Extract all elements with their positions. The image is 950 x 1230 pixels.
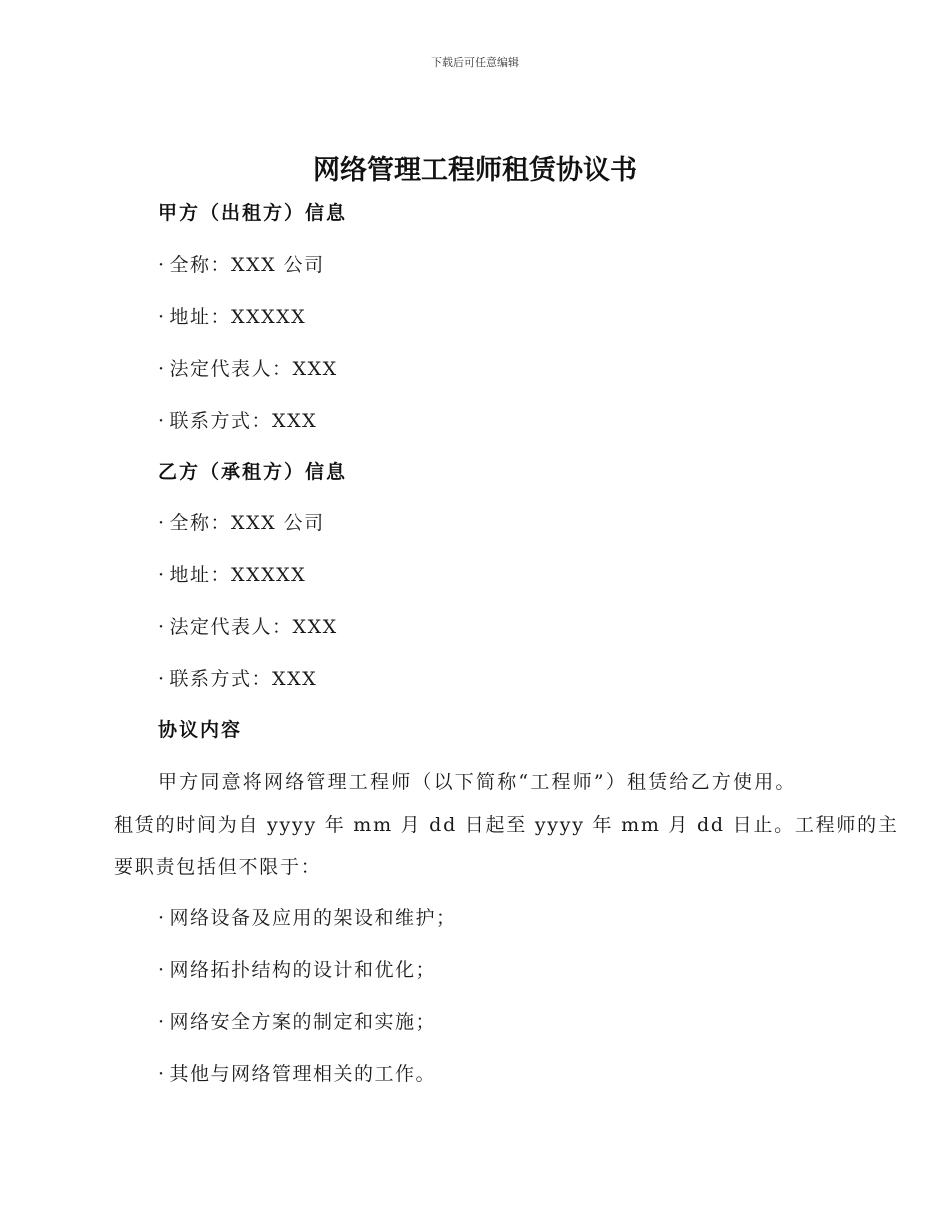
party-b-fullname-text: 全称：XXX 公司 [169,512,325,534]
party-a-contact-text: 联系方式：XXX [169,410,318,432]
bullet-dot: · [158,512,166,534]
header-note: 下载后可任意编辑 [431,56,519,69]
bullet-dot: · [158,306,166,328]
duty-item [158,1007,436,1034]
bullet-dot: · [158,564,166,586]
party-a-contact [158,406,317,433]
duty-item [158,955,436,982]
duty-item-text: 网络设备及应用的架设和维护； [169,907,457,929]
party-b-contact [158,664,317,691]
bullet-dot: · [158,959,166,981]
party-b-fullname [158,508,325,535]
party-b-representative [158,612,338,639]
party-a-fullname [158,250,325,277]
bullet-dot: · [158,254,166,276]
agreement-paragraph-line: 甲方同意将网络管理工程师（以下简称“工程师”）租赁给乙方使用。 [158,771,797,793]
party-b-heading: 乙方（承租方）信息 [158,461,348,483]
bullet-dot: · [158,358,166,380]
bullet-dot: · [158,616,166,638]
party-a-address-text: 地址：XXXXX [169,306,307,328]
bullet-dot: · [158,668,166,690]
party-b-representative-text: 法定代表人：XXX [169,616,338,638]
party-b-address-text: 地址：XXXXX [169,564,307,586]
agreement-paragraph-line: 租赁的时间为自 yyyy 年 mm 月 dd 日起至 yyyy 年 mm 月 dd 日止。工程师的主 [114,814,899,836]
duty-item [158,1059,436,1086]
agreement-paragraph-line: 要职责包括但不限于： [114,856,322,878]
party-a-heading: 甲方（出租方）信息 [158,202,348,224]
bullet-dot: · [158,1011,166,1033]
party-b-contact-text: 联系方式：XXX [169,668,318,690]
duty-item [158,903,457,930]
party-b-address [158,560,306,587]
party-a-representative-text: 法定代表人：XXX [169,358,338,380]
party-a-fullname-text: 全称：XXX 公司 [169,254,325,276]
duty-item-text: 网络安全方案的制定和实施； [169,1011,437,1033]
agreement-heading: 协议内容 [158,719,243,741]
bullet-dot: · [158,907,166,929]
duty-item-text: 网络拓扑结构的设计和优化； [169,959,437,981]
bullet-dot: · [158,410,166,432]
duty-item-text: 其他与网络管理相关的工作。 [169,1063,437,1085]
party-a-address [158,302,306,329]
document-title: 网络管理工程师租赁协议书 [313,155,637,186]
bullet-dot: · [158,1063,166,1085]
party-a-representative [158,354,338,381]
